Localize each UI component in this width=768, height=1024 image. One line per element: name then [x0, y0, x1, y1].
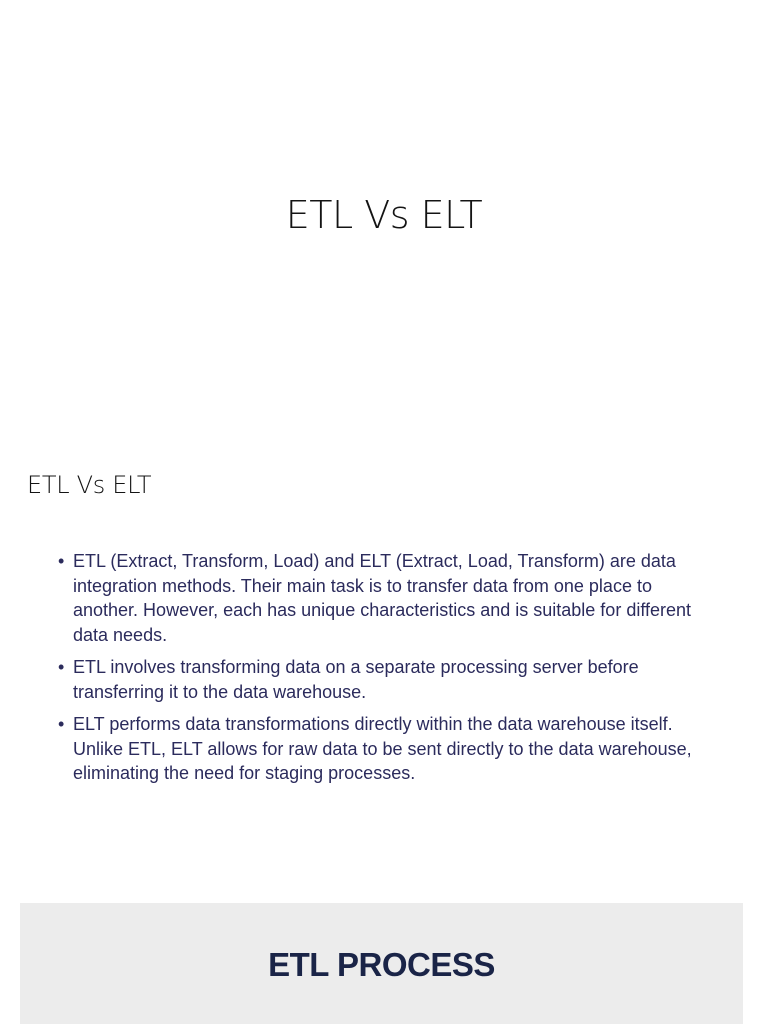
- process-title: ETL PROCESS: [268, 946, 495, 983]
- slide-title: ETL Vs ELT: [285, 193, 483, 238]
- bullet-dot-icon: •: [58, 714, 65, 734]
- bullet-text: ELT performs data transformations directly within the data warehouse itself. Unlike ETL, ELT allows for raw data to be sent directly to the data warehouse, eliminating the need for staging processes.: [73, 714, 692, 783]
- bullet-dot-icon: •: [58, 657, 65, 677]
- bullet-dot-icon: •: [58, 551, 65, 571]
- bullet-list: [58, 549, 718, 794]
- bullet-item: [58, 655, 718, 704]
- bullet-item: [58, 712, 718, 786]
- bullet-item: [58, 549, 718, 647]
- section-heading: ETL Vs ELT: [27, 470, 152, 499]
- bullet-text: ETL involves transforming data on a separate processing server before transferring it to the data warehouse.: [73, 657, 639, 702]
- bullet-text: ETL (Extract, Transform, Load) and ELT (Extract, Load, Transform) are data integration methods. Their main task is to transfer data from one place to another. However, each has unique characteristics and is suitable for different data needs.: [73, 551, 692, 645]
